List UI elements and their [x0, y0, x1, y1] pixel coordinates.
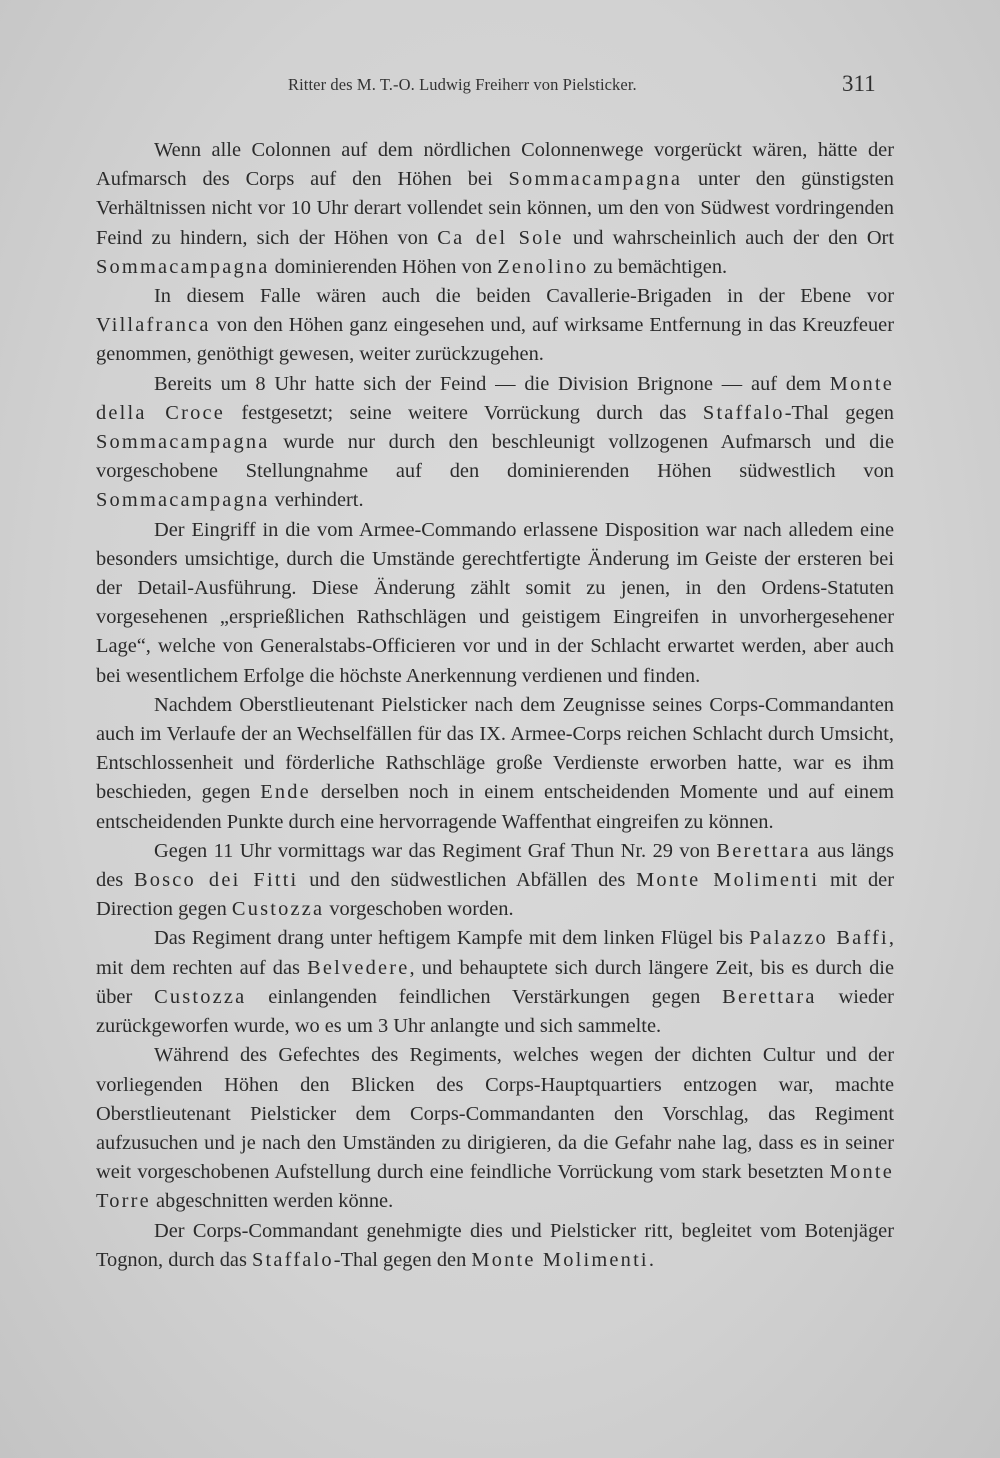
- text-run: , und behauptete sich durch längere Zeit, bis es durch die über: [96, 956, 895, 1008]
- spaced-name: Monte Molimenti: [471, 1248, 649, 1271]
- text-run: vorgeschoben worden.: [324, 898, 514, 921]
- spaced-name: Sommacampagna: [96, 255, 270, 278]
- text-run: dominierenden Höhen von: [269, 255, 498, 278]
- paragraph: [96, 1217, 894, 1275]
- text-run: festgesetzt; seine weitere Vorrückung durch das: [224, 401, 703, 424]
- paragraph: [96, 924, 894, 1041]
- spaced-name: Monte Torre: [96, 1161, 894, 1213]
- text-run: Das Regiment drang unter heftigem Kampfe mit dem linken Flügel bis: [154, 927, 750, 950]
- spaced-name: Belvedere: [307, 956, 410, 979]
- spaced-name: Ende: [260, 781, 311, 804]
- text-run: Der Eingriff in die vom Armee-Commando erlassene Disposition war nach alledem eine besonders umsichtige, durch die Umstände gerechtfertigte Änderung im Geiste der ersteren bei der Detail-Ausführung. Diese Änderung zählt somit zu jenen, in den Ordens-Statuten vorgesehenen „ersprießlichen Rathschlägen und geistigem Eingreifen in unvorhergesehener Lage“, welche von Generalstabs-Officieren vor und in der Schlacht erwartet werden, aber auch bei wesentlichem Erfolge die höchste Anerkennung verdienen und finden.: [96, 518, 894, 687]
- text-run: .: [648, 1248, 654, 1271]
- text-run: und den südwestlichen Abfällen des: [298, 869, 637, 892]
- spaced-name: Bosco dei Fitti: [133, 869, 299, 892]
- paragraph: [96, 691, 894, 837]
- text-run: verhindert.: [269, 489, 364, 512]
- spaced-name: Ca del Sole: [437, 226, 564, 249]
- spaced-name: Staffalo: [702, 401, 785, 424]
- spaced-name: Staffalo: [252, 1248, 334, 1271]
- text-run: wurde nur durch den beschleunigt vollzogenen Aufmarsch und die vorgeschobene Stellungnahme auf den dominierenden Höhen südwestlich von: [96, 431, 894, 483]
- text-run: , mit dem rechten auf das: [96, 927, 894, 979]
- paragraph: [96, 516, 894, 691]
- text-run: Gegen 11 Uhr vormittags war das Regiment Graf Thun Nr. 29 von: [154, 839, 717, 862]
- running-title: Ritter des M. T.-O. Ludwig Freiherr von Pielsticker.: [288, 75, 637, 94]
- spaced-name: Berettara: [716, 839, 811, 862]
- text-run: derselben noch in einem entscheidenden Momente und auf einem entscheidenden Punkte durch eine hervorragende Waffenthat eingreifen zu können.: [96, 781, 894, 833]
- paragraph: [96, 1041, 894, 1216]
- paragraph: [96, 136, 894, 282]
- paragraph: [96, 837, 894, 925]
- spaced-name: Sommacampagna: [508, 168, 683, 191]
- spaced-name: Sommacampagna: [96, 489, 270, 512]
- paragraph: [96, 370, 894, 516]
- text-run: -Thal gegen den: [333, 1248, 472, 1271]
- spaced-name: Monte della Croce: [96, 372, 894, 424]
- text-run: aus längs des: [96, 839, 894, 892]
- text-run: zu bemächtigen.: [588, 255, 728, 278]
- page-number: 311: [842, 71, 876, 96]
- text-run: einlangenden feindlichen Verstärkungen gegen: [246, 985, 723, 1008]
- spaced-name: Berettara: [722, 985, 817, 1008]
- text-run: unter den günstigsten Verhältnissen nicht vor 10 Uhr derart vollendet sein können, um den von Südwest vordringenden Feind zu hindern, sich der Höhen von: [96, 168, 894, 249]
- text-run: Nachdem Oberstlieutenant Pielsticker nach dem Zeugnisse seines Corps-Commandanten auch im Verlaufe der an Wechselfällen für das IX. Armee-Corps reichen Schlacht durch Umsicht, Entschlossenheit und förderliche Rathschläge große Verdienste erworben hatte, war es ihm beschieden, gegen: [96, 693, 894, 804]
- text-run: wieder zurückgeworfen wurde, wo es um 3 Uhr anlangte und sich sammelte.: [96, 985, 894, 1038]
- text-run: Bereits um 8 Uhr hatte sich der Feind — die Division Brignone — auf dem: [154, 372, 830, 395]
- spaced-name: Zenolino: [497, 255, 589, 278]
- text-run: Während des Gefechtes des Regiments, welches wegen der dichten Cultur und der vorliegenden Höhen den Blicken des Corps-Hauptquartiers entzogen war, machte Oberstlieutenant Pielsticker dem Corps-Commandanten den Vorschlag, das Regiment aufzusuchen und je nach den Umständen zu dirigieren, da die Gefahr nahe lag, dass es in seiner weit vorgeschobenen Aufstellung durch eine feindliche Vorrückung vom stark besetzten: [96, 1044, 894, 1184]
- text-run: -Thal gegen: [784, 401, 894, 424]
- text-run: abgeschnitten werden könne.: [150, 1190, 394, 1213]
- text-run: In diesem Falle wären auch die beiden Cavallerie-Brigaden in der Ebene vor: [154, 285, 894, 308]
- text-run: Der Corps-Commandant genehmigte dies und Pielsticker ritt, begleitet vom Botenjäger Tognon, durch das: [96, 1219, 894, 1271]
- spaced-name: Custozza: [154, 985, 247, 1008]
- paragraph: [96, 282, 894, 370]
- body-text: [96, 136, 894, 1275]
- text-run: von den Höhen ganz eingesehen und, auf wirksame Entfernung in das Kreuzfeuer genommen, genöthigt gewesen, weiter zurückzugehen.: [96, 314, 894, 366]
- text-run: und wahrscheinlich auch der den Ort: [563, 226, 894, 249]
- spaced-name: Villafranca: [96, 314, 211, 337]
- spaced-name: Monte Molimenti: [636, 869, 820, 892]
- spaced-name: Palazzo Baffi: [749, 927, 889, 950]
- text-run: mit der Direction gegen: [96, 869, 894, 921]
- spaced-name: Custozza: [231, 898, 325, 921]
- text-run: Wenn alle Colonnen auf dem nördlichen Colonnenwege vorgerückt wären, hätte der Aufmarsch des Corps auf den Höhen bei: [96, 139, 894, 191]
- spaced-name: Sommacampagna: [96, 431, 270, 454]
